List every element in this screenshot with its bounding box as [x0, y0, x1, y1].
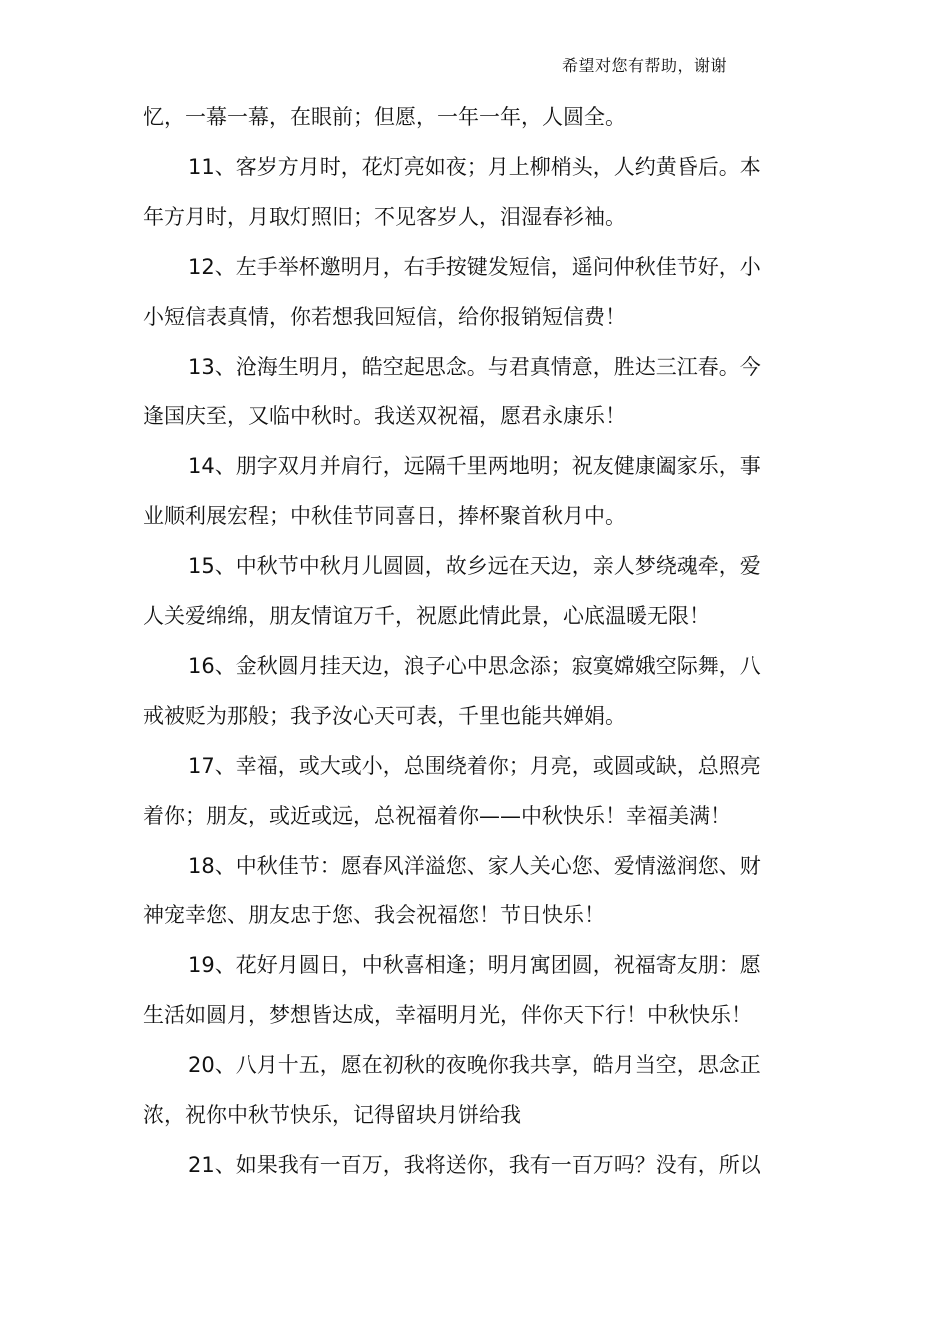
header-note: 希望对您有帮助，谢谢	[562, 56, 728, 75]
paragraph-line: 戒被贬为那般；我予汝心天可表，千里也能共婵娟。	[143, 704, 626, 728]
paragraph-first-line: 13、沧海生明月，皓空起思念。与君真情意，胜达三江春。今	[188, 355, 761, 379]
paragraph-line: 着你；朋友，或近或远，总祝福着你——中秋快乐！幸福美满！	[143, 804, 731, 828]
paragraph-line: 业顺利展宏程；中秋佳节同喜日，捧杯聚首秋月中。	[143, 504, 626, 528]
paragraph-first-line: 16、金秋圆月挂天边，浪子心中思念添；寂寞嫦娥空际舞，八	[188, 654, 761, 678]
paragraph-first-line: 12、左手举杯邀明月，右手按键发短信，遥问仲秋佳节好，小	[188, 255, 761, 279]
paragraph-line: 人关爱绵绵，朋友情谊万千，祝愿此情此景，心底温暖无限！	[143, 604, 710, 628]
paragraph-first-line: 20、八月十五，愿在初秋的夜晚你我共享，皓月当空，思念正	[188, 1053, 761, 1077]
paragraph-line: 忆，一幕一幕，在眼前；但愿，一年一年，人圆全。	[143, 105, 626, 129]
paragraph-line: 生活如圆月，梦想皆达成，幸福明月光，伴你天下行！中秋快乐！	[143, 1003, 752, 1027]
paragraph-first-line: 14、朋字双月并肩行，远隔千里两地明；祝友健康阖家乐，事	[188, 454, 761, 478]
paragraph-first-line: 18、中秋佳节：愿春风洋溢您、家人关心您、爱情滋润您、财	[188, 854, 761, 878]
paragraph-line: 小短信表真情，你若想我回短信，给你报销短信费！	[143, 305, 626, 329]
paragraph-first-line: 11、客岁方月时，花灯亮如夜；月上柳梢头，人约黄昏后。本	[188, 155, 761, 179]
paragraph-first-line: 15、中秋节中秋月儿圆圆，故乡远在天边，亲人梦绕魂牵，爱	[188, 554, 761, 578]
paragraph-first-line: 21、如果我有一百万，我将送你，我有一百万吗？没有，所以	[188, 1153, 761, 1177]
paragraph-line: 浓，祝你中秋节快乐，记得留块月饼给我	[143, 1103, 521, 1127]
paragraph-first-line: 17、幸福，或大或小，总围绕着你；月亮，或圆或缺，总照亮	[188, 754, 761, 778]
paragraph-first-line: 19、花好月圆日，中秋喜相逢；明月寓团圆，祝福寄友朋：愿	[188, 953, 761, 977]
paragraph-line: 逢国庆至，又临中秋时。我送双祝福，愿君永康乐！	[143, 404, 626, 428]
paragraph-line: 年方月时，月取灯照旧；不见客岁人，泪湿春衫袖。	[143, 205, 626, 229]
paragraph-line: 神宠幸您、朋友忠于您、我会祝福您！节日快乐！	[143, 903, 605, 927]
